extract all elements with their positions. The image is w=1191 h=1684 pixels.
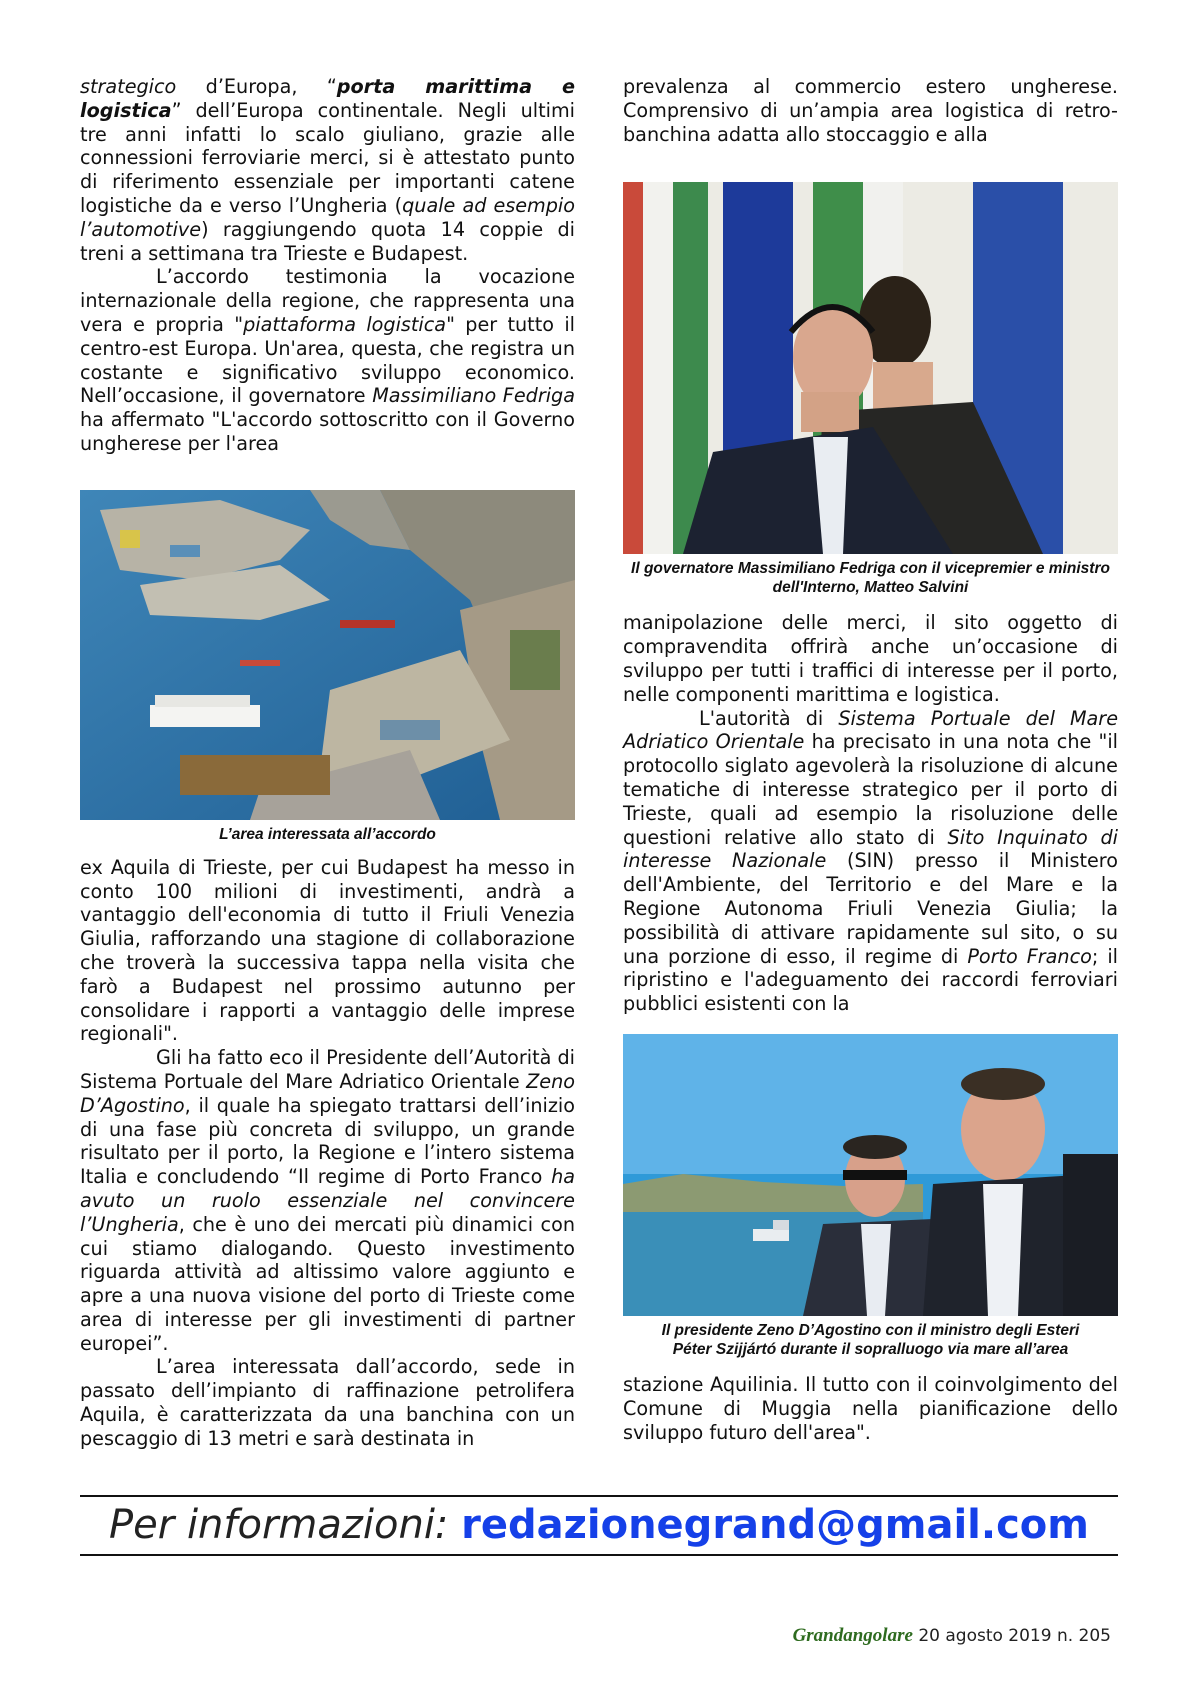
figure-caption: L’area interessata all’accordo	[219, 825, 436, 843]
contact-email-link[interactable]: redazionegrand@gmail.com	[461, 1502, 1089, 1548]
dagostino-szijjarto-figure	[623, 1034, 1118, 1359]
paragraph: L’area interessata dall’accordo, sede in passato dell’impianto di raffinazione petrolifera Aquila, è caratterizzata da una banchina con un pescaggio di 13 metri e sarà destinata in	[80, 1355, 575, 1450]
paragraph: strategico d’Europa, “porta marittima e logistica” dell’Europa continentale. Negli ultimi tre anni infatti lo scalo giuliano, grazie alle connessioni ferroviarie merci, si è attestato punto di riferimento essenziale per importanti catene logistiche da e verso l’Ungheria (quale ad esempio l’automotive) raggiungendo quota 14 coppie di treni a settimana tra Trieste e Budapest.	[80, 75, 576, 265]
figure-caption: Il governatore Massimiliano Fedriga con il vicepremier e ministro dell'Interno, Matteo Salvini	[631, 560, 1110, 597]
paragraph: stazione Aquilinia. Il tutto con il coinvolgimento del Comune di Muggia nella pianificazione dello sviluppo futuro dell'area".	[623, 1372, 1118, 1444]
paragraph: L’accordo testimonia la vocazione internazionale della regione, che rappresenta una vera e propria "piattaforma logistica" per tutto il centro-est Europa. Un'area, questa, che registra un costante e significativo sviluppo economico. Nell’occasione, il governatore Massimiliano Fedriga ha affermato "L'accordo sottoscritto con il Governo ungherese per l'area	[80, 265, 575, 455]
contact-label: Per informazioni:	[109, 1502, 449, 1548]
top-rule	[80, 1495, 1118, 1497]
paragraph: manipolazione delle merci, il sito oggetto di compravendita offrirà anche un’occasione di sviluppo per tutti i traffici di interesse per il porto, nelle componenti marittima e logistica.	[623, 611, 1118, 706]
bottom-rule	[80, 1554, 1118, 1556]
caption-line: Péter Szijjártó durante il sopralluogo via mare all’area	[672, 1340, 1069, 1358]
page-footer	[793, 1625, 1111, 1647]
paragraph: ex Aquila di Trieste, per cui Budapest ha messo in conto 100 milioni di investimenti, andrà a vantaggio dell'economia di tutto il Friuli Venezia Giulia, rafforzando una stagione di collaborazione che troverà la successiva tappa nella visita che farò a Budapest nel prossimo autunno per consolidare i rapporti a vantaggio delle imprese regionali".	[80, 855, 575, 1046]
figure-caption	[623, 1321, 1118, 1359]
paragraph: prevalenza al commercio estero ungherese. Comprensivo di un’ampia area logistica di retro-banchina adatta allo stoccaggio e alla	[623, 75, 1118, 146]
paragraph: L'autorità di Sistema Portuale del Mare Adriatico Orientale ha precisato in una nota che "il protocollo siglato agevolerà la risoluzione di alcune tematiche di interesse strategico per il porto di Trieste, quali ad esempio la risoluzione delle questioni relative allo stato di Sito Inquinato di interesse Nazionale (SIN) presso il Ministero dell'Ambiente, del Territorio e del Mare e la Regione Autonoma Friuli Venezia Giulia; la possibilità di attivare rapidamente sul sito, o su una porzione di esso, il regime di Porto Franco; il ripristino e l'adeguamento dei raccordi ferroviari pubblici esistenti con la	[623, 706, 1119, 1016]
magazine-name: Grandangolare	[792, 1625, 913, 1646]
issue-info: 20 agosto 2019 n. 205	[918, 1626, 1111, 1646]
caption-line: Il presidente Zeno D’Agostino con il ministro degli Esteri	[661, 1321, 1080, 1339]
fedriga-salvini-figure	[623, 182, 1118, 597]
port-aerial-photo	[80, 490, 575, 820]
dagostino-szijjarto-photo	[623, 1034, 1118, 1316]
paragraph: Gli ha fatto eco il Presidente dell’Autorità di Sistema Portuale del Mare Adriatico Orientale Zeno D’Agostino, il quale ha spiegato trattarsi dell’inizio di una fase più concreta di sviluppo, un grande risultato per il porto, la Regione e l’intero sistema Italia e concludendo “Il regime di Porto Franco ha avuto un ruolo essenziale nel convincere l’Ungheria, che è uno dei mercati più dinamici con cui stiamo dialogando. Questo investimento riguarda attività ad altissimo valore aggiunto e apre a una nuova visione del porto di Trieste come area di interesse per gli investimenti di partner europei”.	[80, 1046, 575, 1355]
contact-line	[80, 1501, 1118, 1549]
left-column	[80, 75, 575, 1451]
right-column	[623, 75, 1118, 1444]
fedriga-salvini-photo	[623, 182, 1118, 554]
port-figure	[80, 490, 575, 844]
